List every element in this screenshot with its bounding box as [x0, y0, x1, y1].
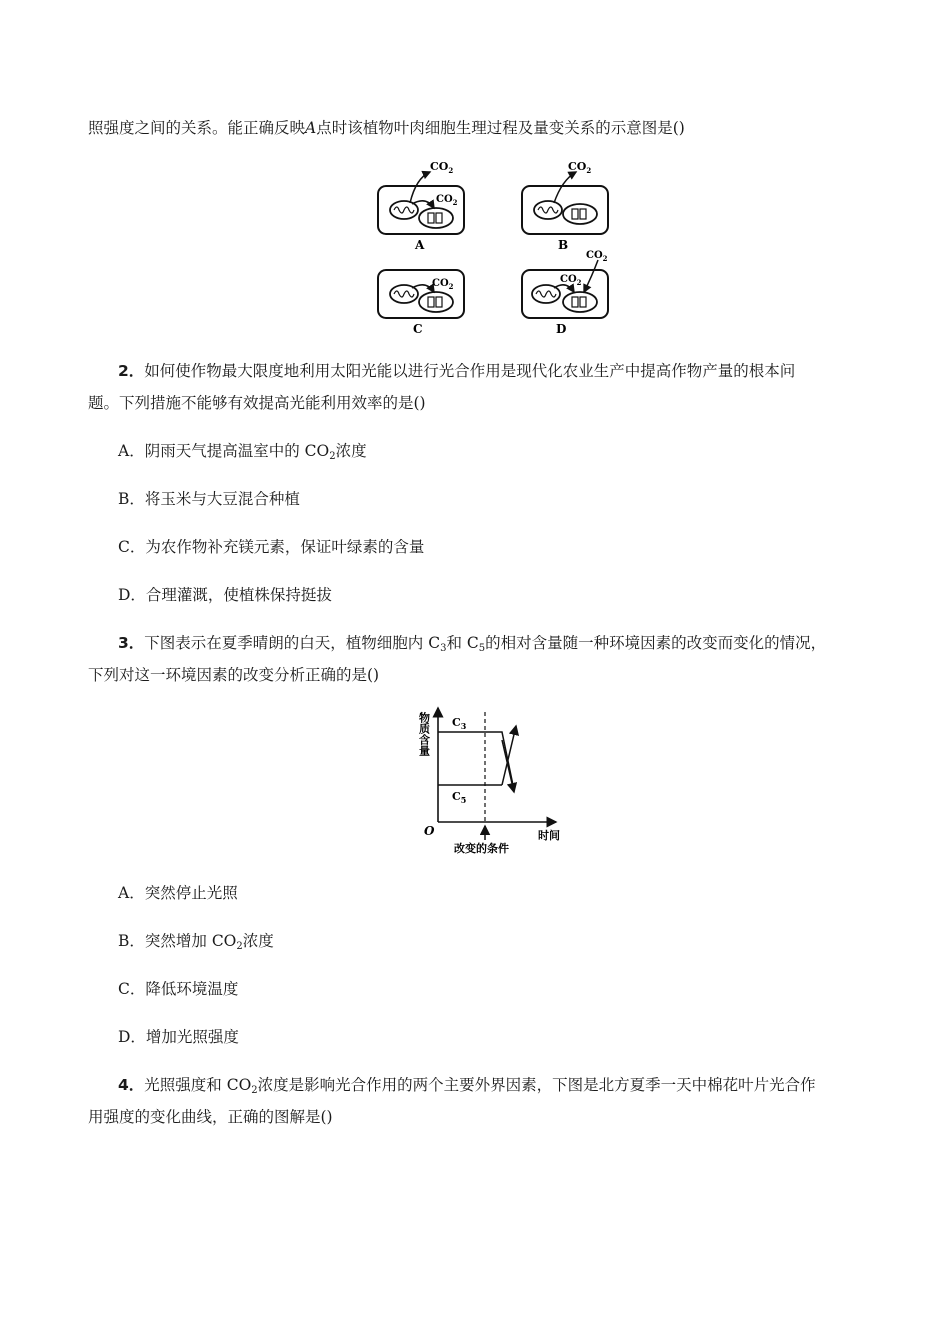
svg-text:CO2: $CO_2$: [568, 160, 592, 175]
q3-option-d[interactable]: D．增加光照强度: [118, 1028, 239, 1046]
svg-text:CO2: $CO_2$: [432, 278, 454, 291]
q3-stem-line1: 3．下图表示在夏季晴朗的白天，植物细胞内 $C_3$和 $C_5$的相对含量随一种环境因素的改变而变化的情况，: [118, 634, 827, 654]
svg-text:CO2: $CO_2$: [430, 160, 454, 175]
c3-label: $C_3$: [452, 716, 467, 731]
panel-c: [378, 270, 464, 336]
q2-number: 2．: [118, 362, 145, 380]
panel-b-label: B: [558, 238, 569, 252]
panel-a-label: A: [415, 238, 425, 252]
q2-stem-line2: 题。下列措施不能够有效提高光能利用效率的是(): [88, 394, 426, 412]
panel-d-label: D: [556, 322, 567, 336]
q3-option-b[interactable]: B．突然增加 $CO_2$浓度: [118, 932, 274, 952]
intro-text-a: 照强度之间的关系。能正确反映: [88, 119, 306, 137]
q3-number: 3．: [118, 634, 145, 652]
q4-stem-line1: 4．光照强度和 $CO_2$浓度是影响光合作用的两个主要外界因素，下图是北方夏季一天中棉花叶片光合作: [118, 1076, 816, 1096]
panel-b: [522, 160, 608, 252]
q3-stem-line2: 下列对这一环境因素的改变分析正确的是(): [88, 666, 380, 684]
q2-option-a[interactable]: A．阴雨天气提高温室中的 $CO_2$浓度: [118, 442, 367, 462]
q3-option-a[interactable]: A．突然停止光照: [118, 884, 238, 902]
q4-number: 4．: [118, 1076, 145, 1094]
svg-text:CO2: $CO_2$: [586, 250, 608, 263]
svg-text:CO2: $CO_2$: [560, 274, 582, 287]
c5-label: $C_5$: [452, 790, 467, 805]
panel-c-label: C: [413, 322, 423, 336]
origin-label: O: [424, 824, 435, 838]
intro-text-b: 点时该植物叶肉细胞生理过程及量变关系的示意图是(): [316, 119, 685, 137]
q3-option-c[interactable]: C．降低环境温度: [118, 980, 239, 998]
q2-stem-line1: [118, 361, 795, 381]
cell-diagram-figure: [370, 158, 620, 340]
q2-text-1: 如何使作物最大限度地利用太阳光能以进行光合作用是现代化农业生产中提高作物产量的根本问: [144, 362, 796, 380]
svg-text:CO2: $CO_2$: [436, 194, 458, 207]
c3-c5-chart: [410, 700, 580, 860]
panel-d: [522, 250, 608, 336]
q4-stem-line2: 用强度的变化曲线，正确的图解是(): [88, 1108, 333, 1126]
q2-option-b[interactable]: B．将玉米与大豆混合种植: [118, 490, 300, 508]
panel-a: [378, 160, 464, 252]
intro-line: [88, 118, 685, 138]
x-axis-label: 时间: [538, 829, 560, 842]
q2-option-d[interactable]: D．合理灌溉，使植株保持挺拔: [118, 586, 332, 604]
y-axis-label: 物质含量: [417, 712, 431, 756]
q2-option-c[interactable]: C．为农作物补充镁元素，保证叶绿素的含量: [118, 538, 425, 556]
intro-point-label: A: [305, 119, 317, 137]
condition-label: 改变的条件: [454, 842, 509, 855]
